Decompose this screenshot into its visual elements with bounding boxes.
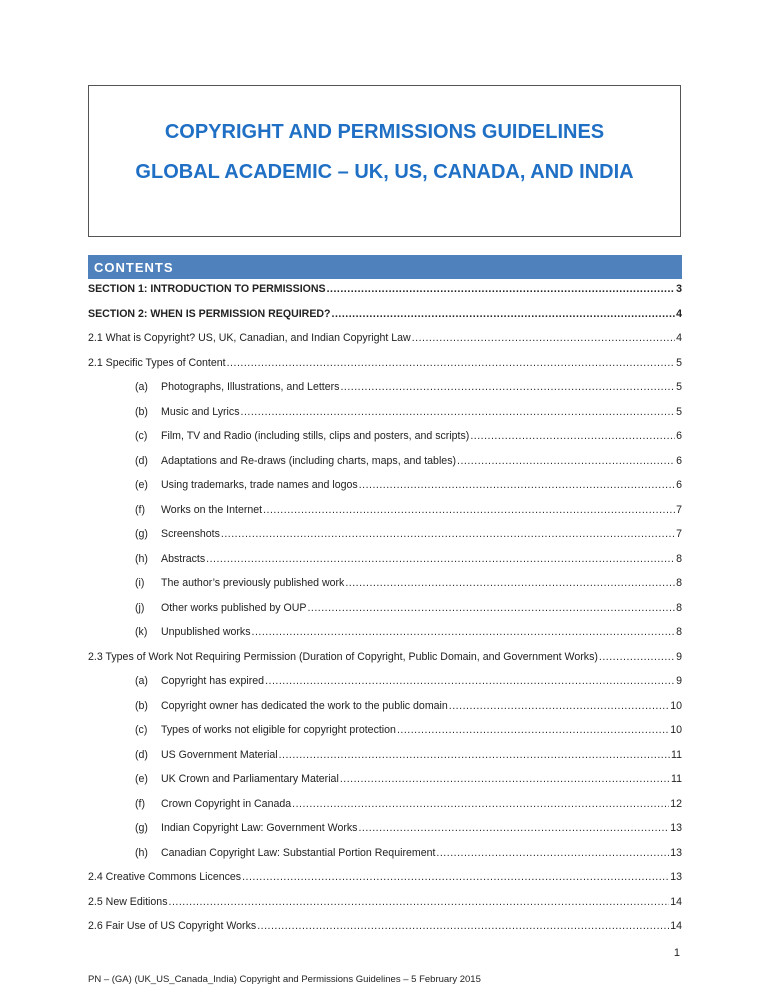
toc-entry[interactable]: [88, 277, 682, 302]
dot-leader: [252, 626, 676, 638]
page-number: 1: [673, 947, 680, 959]
toc-entry[interactable]: [88, 645, 682, 670]
toc-entry-page: 5: [676, 356, 682, 369]
toc-entry-page: 11: [671, 773, 682, 786]
toc-entry[interactable]: [88, 865, 682, 890]
toc-entry-text: Copyright has expired: [161, 675, 265, 688]
toc-entry-page: 14: [670, 920, 682, 933]
toc-entry[interactable]: [88, 326, 682, 351]
toc-entry-text: 2.6 Fair Use of US Copyright Works: [88, 920, 257, 933]
toc-entry-text: Works on the Internet: [161, 503, 263, 516]
title-box: [88, 85, 681, 237]
dot-leader: [345, 577, 675, 589]
toc-entry-text: 2.5 New Editions: [88, 895, 168, 908]
dot-leader: [292, 798, 669, 810]
toc-entry-page: 6: [676, 479, 682, 492]
toc-entry[interactable]: [88, 841, 682, 866]
dot-leader: [265, 675, 675, 687]
toc-entry[interactable]: [88, 694, 682, 719]
dot-leader: [327, 283, 676, 295]
toc-entry-label: (k): [135, 626, 148, 639]
toc-entry-label: (b): [135, 699, 148, 712]
toc-entry[interactable]: [88, 522, 682, 547]
toc-entry-page: 5: [676, 405, 682, 418]
toc-entry-page: 14: [670, 895, 682, 908]
toc-entry-text: 2.4 Creative Commons Licences: [88, 871, 242, 884]
dot-leader: [241, 406, 676, 418]
dot-leader: [412, 332, 675, 344]
toc-entry[interactable]: [88, 571, 682, 596]
toc-entry-label: (a): [135, 381, 148, 394]
dot-leader: [169, 896, 670, 908]
toc-entry-text: UK Crown and Parliamentary Material: [161, 773, 339, 786]
toc-entry[interactable]: [88, 914, 682, 939]
toc-entry-page: 6: [676, 430, 682, 443]
toc-entry-text: Adaptations and Re-draws (including charts, maps, and tables): [161, 454, 457, 467]
toc-entry-page: 13: [670, 871, 682, 884]
title-line-2: GLOBAL ACADEMIC – UK, US, CANADA, AND INDIA: [135, 161, 634, 183]
toc-entry[interactable]: [88, 596, 682, 621]
toc-entry[interactable]: [88, 449, 682, 474]
toc-entry[interactable]: [88, 473, 682, 498]
toc-entry[interactable]: [88, 302, 682, 327]
toc-entry-page: 10: [670, 724, 682, 737]
toc-entry[interactable]: [88, 890, 682, 915]
dot-leader: [221, 528, 675, 540]
toc-entry-page: 9: [676, 650, 682, 663]
toc-entry[interactable]: [88, 743, 682, 768]
toc-entry-page: 8: [676, 626, 682, 639]
toc-entry-label: (c): [135, 724, 148, 737]
toc-entry-page: 6: [676, 454, 682, 467]
toc-entry-label: (c): [135, 430, 148, 443]
dot-leader: [307, 602, 675, 614]
toc-entry[interactable]: [88, 400, 682, 425]
toc-entry-label: (h): [135, 846, 148, 859]
toc-entry-page: 8: [676, 577, 682, 590]
toc-entry-label: (a): [135, 675, 148, 688]
toc-entry[interactable]: [88, 816, 682, 841]
dot-leader: [332, 308, 676, 320]
table-of-contents: [88, 277, 682, 939]
toc-entry-text: Canadian Copyright Law: Substantial Portion Requirement: [161, 846, 436, 859]
dot-leader: [457, 455, 675, 467]
toc-entry-text: 2.1 Specific Types of Content: [88, 356, 226, 369]
toc-entry-label: (j): [135, 601, 145, 614]
toc-entry-page: 10: [670, 699, 682, 712]
toc-entry[interactable]: [88, 669, 682, 694]
toc-entry-page: 13: [670, 846, 682, 859]
dot-leader: [340, 381, 675, 393]
footer: PN – (GA) (UK_US_Canada_India) Copyright and Permissions Guidelines – 5 February 2015: [88, 974, 481, 985]
toc-entry-label: (i): [135, 577, 145, 590]
toc-entry-text: SECTION 2: WHEN IS PERMISSION REQUIRED?: [88, 307, 331, 320]
toc-entry-page: 8: [676, 601, 682, 614]
dot-leader: [358, 822, 669, 834]
toc-entry-label: (d): [135, 748, 148, 761]
dot-leader: [242, 871, 669, 883]
toc-entry-text: Abstracts: [161, 552, 206, 565]
dot-leader: [599, 651, 675, 663]
toc-entry-page: 12: [670, 797, 682, 810]
toc-entry-text: Using trademarks, trade names and logos: [161, 479, 358, 492]
toc-entry[interactable]: [88, 498, 682, 523]
dot-leader: [449, 700, 669, 712]
toc-entry-text: Unpublished works: [161, 626, 251, 639]
toc-entry[interactable]: [88, 767, 682, 792]
toc-entry-page: 8: [676, 552, 682, 565]
toc-entry-page: 11: [671, 748, 682, 761]
toc-entry-page: 13: [670, 822, 682, 835]
dot-leader: [279, 749, 670, 761]
toc-entry-label: (g): [135, 822, 148, 835]
toc-entry-page: 7: [676, 528, 682, 541]
toc-entry-page: 4: [676, 332, 682, 345]
toc-entry-text: Photographs, Illustrations, and Letters: [161, 381, 340, 394]
toc-entry-label: (f): [135, 797, 145, 810]
toc-entry-label: (b): [135, 405, 148, 418]
dot-leader: [263, 504, 675, 516]
title-line-1: COPYRIGHT AND PERMISSIONS GUIDELINES: [164, 121, 605, 143]
dot-leader: [436, 847, 669, 859]
contents-heading: CONTENTS: [88, 255, 682, 279]
toc-entry-text: Screenshots: [161, 528, 220, 541]
toc-entry-page: 5: [676, 381, 682, 394]
dot-leader: [227, 357, 675, 369]
dot-leader: [470, 430, 675, 442]
toc-entry-text: Music and Lyrics: [161, 405, 240, 418]
toc-entry-page: 4: [676, 307, 682, 320]
toc-entry-text: 2.1 What is Copyright? US, UK, Canadian, and Indian Copyright Law: [88, 332, 411, 345]
toc-entry-label: (d): [135, 454, 148, 467]
toc-entry-page: 7: [676, 503, 682, 516]
toc-entry[interactable]: [88, 792, 682, 817]
toc-entry[interactable]: [88, 351, 682, 376]
dot-leader: [206, 553, 675, 565]
toc-entry-label: (e): [135, 479, 148, 492]
toc-entry-text: Film, TV and Radio (including stills, clips and posters, and scripts): [161, 430, 470, 443]
toc-entry-text: Crown Copyright in Canada: [161, 797, 292, 810]
toc-entry-text: US Government Material: [161, 748, 278, 761]
dot-leader: [397, 724, 669, 736]
dot-leader: [359, 479, 675, 491]
toc-entry-text: 2.3 Types of Work Not Requiring Permission (Duration of Copyright, Public Domain, and Government Works): [88, 650, 598, 663]
toc-entry-text: Types of works not eligible for copyright protection: [161, 724, 396, 737]
toc-entry[interactable]: [88, 718, 682, 743]
toc-entry[interactable]: [88, 424, 682, 449]
toc-entry-text: SECTION 1: INTRODUCTION TO PERMISSIONS: [88, 283, 326, 296]
toc-entry[interactable]: [88, 375, 682, 400]
dot-leader: [340, 773, 670, 785]
toc-entry-label: (f): [135, 503, 145, 516]
toc-entry-label: (g): [135, 528, 148, 541]
toc-entry-text: The author’s previously published work: [161, 577, 345, 590]
toc-entry-page: 9: [676, 675, 682, 688]
toc-entry-text: Indian Copyright Law: Government Works: [161, 822, 358, 835]
toc-entry-label: (e): [135, 773, 148, 786]
toc-entry-page: 3: [676, 283, 682, 296]
toc-entry-label: (h): [135, 552, 148, 565]
toc-entry[interactable]: [88, 620, 682, 645]
dot-leader: [257, 920, 669, 932]
toc-entry-text: Copyright owner has dedicated the work to the public domain: [161, 699, 448, 712]
toc-entry-text: Other works published by OUP: [161, 601, 307, 614]
toc-entry[interactable]: [88, 547, 682, 572]
